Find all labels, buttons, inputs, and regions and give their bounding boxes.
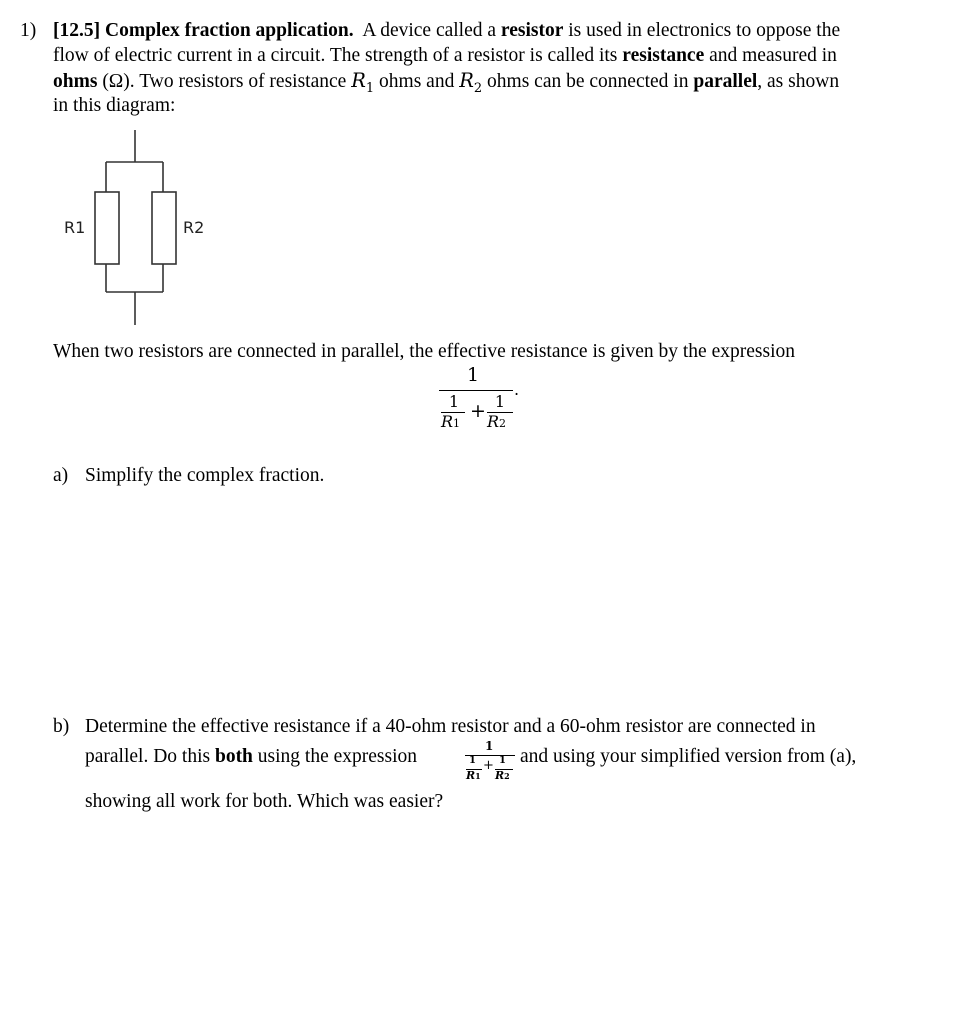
- sub-fraction-right-num: 1: [494, 392, 506, 411]
- term-both: both: [214, 746, 253, 767]
- intro-text-2b: and measured in: [704, 45, 837, 66]
- intro-text-3c: ohms can be connected in: [482, 71, 694, 92]
- sub-fraction-right-den: R2: [487, 412, 507, 431]
- inline-numerator: 1: [485, 739, 494, 753]
- intro-line-4: in this diagram:: [53, 95, 176, 116]
- intro-text-1a: A device called a: [362, 20, 501, 41]
- var-r1: $R_1$: [351, 69, 375, 96]
- part-a-label: a): [53, 465, 69, 486]
- part-b-line-2a: [85, 745, 417, 769]
- intro-line-3: [53, 69, 839, 96]
- label-r2: R2: [183, 218, 205, 237]
- plus-sign: +: [470, 400, 486, 422]
- sub-fraction-left-den: R1: [441, 412, 461, 431]
- term-parallel: parallel: [693, 71, 758, 92]
- inline-complex-fraction: [463, 741, 519, 791]
- complex-fraction-expression: [437, 364, 520, 444]
- inline-left-den: R1: [466, 769, 481, 782]
- part-b-text-2b: using the expression: [252, 746, 418, 767]
- inline-plus: +: [483, 758, 494, 773]
- term-resistance: resistance: [622, 45, 705, 66]
- sub-fraction-left-num: 1: [448, 392, 460, 411]
- label-r1: R1: [64, 218, 86, 237]
- inline-left-num: 1: [469, 755, 476, 766]
- intro-line-2: [53, 44, 837, 68]
- part-b-line-3: showing all work for both. Which was easier?: [85, 791, 444, 812]
- inline-right-den: R2: [495, 769, 510, 782]
- part-a-text: Simplify the complex fraction.: [85, 465, 325, 486]
- var-r2: $R_2$: [459, 69, 483, 96]
- parallel-resistor-diagram: [55, 130, 225, 330]
- part-b-label: b): [53, 716, 70, 737]
- question-title: Complex fraction application.: [105, 20, 354, 41]
- part-b-line-2c: and using your simplified version from (a),: [520, 746, 857, 767]
- intro-line-1: [53, 19, 840, 43]
- term-resistor: resistor: [500, 20, 564, 41]
- part-b-line-1: Determine the effective resistance if a 40-ohm resistor and a 60-ohm resistor are connected in: [85, 716, 816, 737]
- intro-text-2a: flow of electric current in a circuit. The strength of a resistor is called its: [53, 45, 623, 66]
- intro-text-3a: (Ω). Two resistors of resistance: [97, 71, 352, 92]
- trailing-period: .: [514, 380, 520, 399]
- question-number: [20, 19, 36, 43]
- expression-intro: When two resistors are connected in parallel, the effective resistance is given by the expression: [53, 341, 795, 362]
- part-b-text-2a: parallel. Do this: [85, 746, 215, 767]
- inline-right-num: 1: [499, 755, 506, 766]
- term-ohms: ohms: [53, 71, 98, 92]
- question-number-label: 1): [20, 20, 37, 41]
- intro-text-3d: , as shown: [757, 71, 840, 92]
- main-fraction-bar: [439, 390, 513, 391]
- question-points: [12.5]: [53, 20, 101, 41]
- intro-text-1b: is used in electronics to oppose the: [563, 20, 841, 41]
- intro-text-3b: ohms and: [374, 71, 460, 92]
- fraction-numerator: 1: [467, 364, 480, 386]
